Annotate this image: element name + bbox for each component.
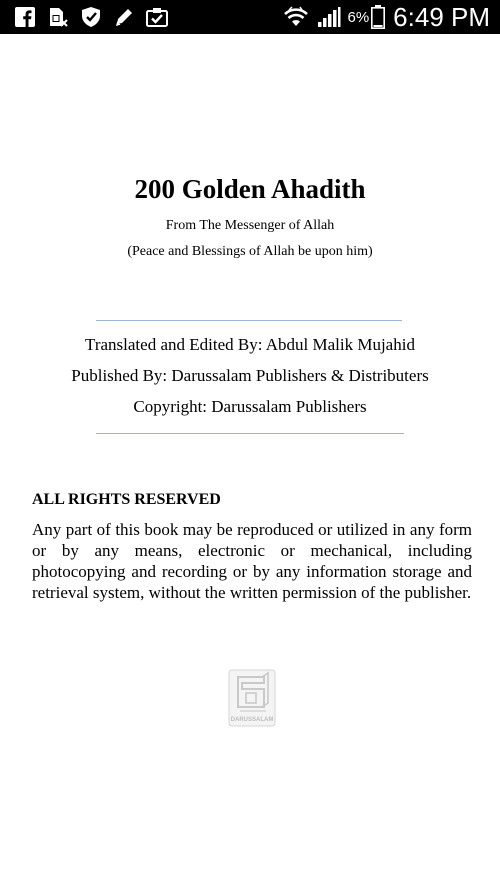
darussalam-logo-icon bbox=[228, 669, 276, 727]
system-indicators bbox=[283, 0, 490, 34]
logo-text: DARUSSALAM bbox=[230, 717, 274, 723]
notification-icons bbox=[14, 6, 179, 28]
battery-icon bbox=[371, 5, 385, 29]
sim-card-icon bbox=[47, 6, 69, 28]
divider-bottom bbox=[96, 433, 404, 434]
status-bar bbox=[0, 0, 500, 34]
rights-body: Any part of this book may be reproduced or utilized in any form or by any means, electronic or mechanical, including photocopying and recording or by any information storage and retrieval system, without the written permission of the publisher. bbox=[32, 520, 472, 602]
battery-percent: 6% bbox=[347, 8, 370, 26]
publisher-credit: Published By: Darussalam Publishers & Distributers bbox=[71, 366, 429, 385]
book-subtitle-blessing: (Peace and Blessings of Allah be upon him) bbox=[127, 244, 373, 259]
facebook-icon bbox=[14, 6, 36, 28]
clipboard-check-icon bbox=[146, 6, 168, 28]
pencil-icon bbox=[113, 6, 135, 28]
wifi-icon bbox=[283, 6, 309, 28]
document-page[interactable] bbox=[0, 34, 500, 889]
divider-top bbox=[96, 320, 402, 321]
book-subtitle: From The Messenger of Allah bbox=[165, 218, 335, 233]
clock: 6:49 PM bbox=[393, 1, 490, 32]
book-title: 200 Golden Ahadith bbox=[134, 174, 366, 204]
signal-strength-icon bbox=[317, 6, 341, 28]
shield-icon bbox=[80, 6, 102, 28]
rights-heading: ALL RIGHTS RESERVED bbox=[32, 491, 221, 508]
translator-credit: Translated and Edited By: Abdul Malik Mujahid bbox=[85, 335, 415, 354]
copyright-credit: Copyright: Darussalam Publishers bbox=[133, 397, 367, 416]
